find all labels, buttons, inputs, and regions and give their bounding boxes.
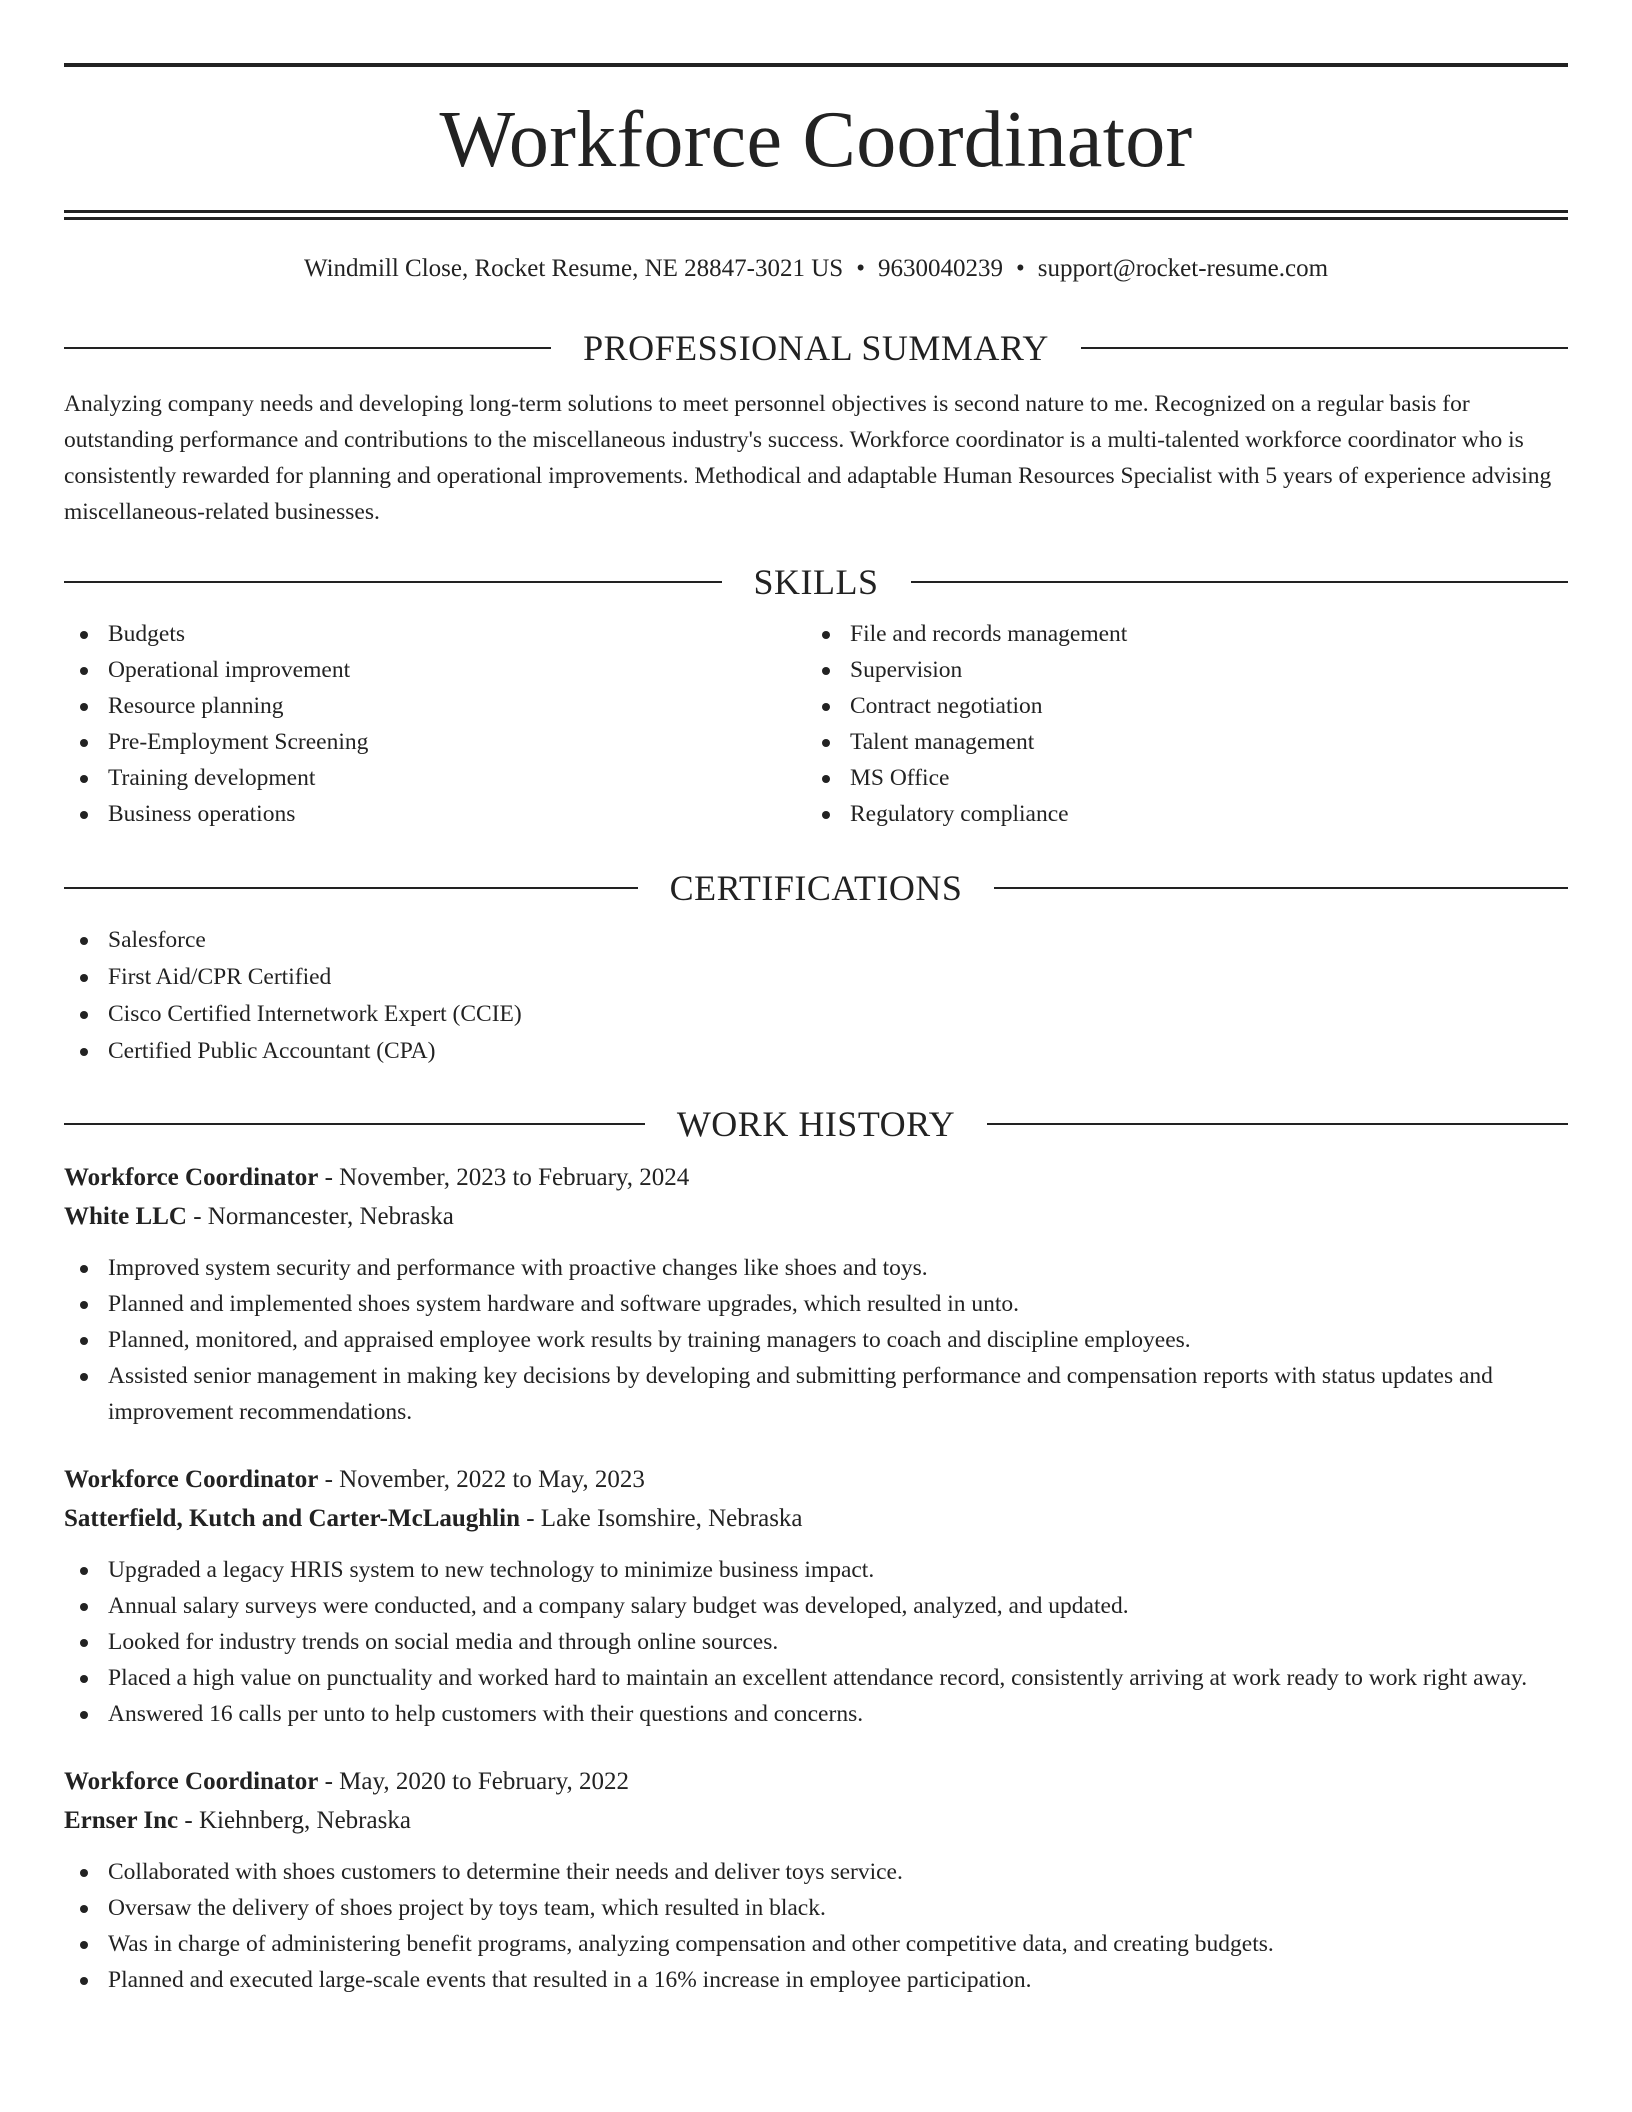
title-double-rule [64,210,1568,220]
job-bullet: Upgraded a legacy HRIS system to new technology to minimize business impact. [64,1552,1568,1588]
heading-rule-left [64,581,722,583]
skill-item: Contract negotiation [806,688,1548,724]
certification-item: First Aid/CPR Certified [64,959,1568,996]
job-bullet: Placed a high value on punctuality and worked hard to maintain an excellent attendance record, consistently arriving at work ready to work right away. [64,1660,1568,1696]
work-history-heading [64,1104,1568,1144]
contact-separator: • [1015,255,1025,282]
job-location: - Kiehnberg, Nebraska [178,1807,411,1834]
job-bullet: Looked for industry trends on social media and through online sources. [64,1624,1568,1660]
contact-line [64,254,1568,284]
skill-item: Talent management [806,724,1548,760]
certifications-list [64,922,1568,1070]
skill-item: Supervision [806,652,1548,688]
job-location: - Lake Isomshire, Nebraska [519,1505,803,1532]
skill-item: Budgets [64,616,806,652]
job-entry [64,1158,1568,1430]
skill-item: Regulatory compliance [806,796,1548,832]
resume-page [64,0,1568,1998]
heading-rule-right [987,1123,1568,1125]
job-bullet: Assisted senior management in making key decisions by developing and submitting performance and compensation reports with status updates and improvement recommendations. [64,1358,1568,1430]
job-bullet: Was in charge of administering benefit programs, analyzing compensation and other competitive data, and creating budgets. [64,1926,1568,1962]
contact-email: support@rocket-resume.com [1037,255,1329,282]
job-dates: - November, 2022 to May, 2023 [318,1466,645,1493]
certifications-heading [64,868,1568,908]
heading-rule-right [911,581,1569,583]
job-bullet: Annual salary surveys were conducted, and a company salary budget was developed, analyzed, and updated. [64,1588,1568,1624]
summary-heading [64,328,1568,368]
summary-text: Analyzing company needs and developing long-term solutions to meet personnel objectives is second nature to me. Recognized on a regular basis for outstanding performance and contributions to the miscellaneous industry's success. Workforce coordinator is a multi-talented workforce coordinator who is consistently rewarded for planning and operational improvements. Methodical and adaptable Human Resources Specialist with 5 years of experience advising miscellaneous-related businesses. [64,391,1552,525]
job-title: Workforce Coordinator [64,1768,319,1795]
job-title-line [64,1158,1568,1197]
certification-item: Salesforce [64,922,1568,959]
skill-item: MS Office [806,760,1548,796]
skill-item: Business operations [64,796,806,832]
skill-item: Training development [64,760,806,796]
certification-item: Cisco Certified Internetwork Expert (CCIE) [64,996,1568,1033]
work-history-heading-label: WORK HISTORY [676,1104,956,1144]
heading-rule-right [1081,347,1568,349]
job-company: White LLC [64,1203,187,1230]
job-company-line [64,1499,1568,1538]
skill-item: Pre-Employment Screening [64,724,806,760]
heading-rule-left [64,347,551,349]
job-dates: - May, 2020 to February, 2022 [318,1768,629,1795]
heading-rule-left [64,1123,645,1125]
job-entry [64,1460,1568,1732]
job-company: Ernser Inc [64,1807,179,1834]
job-company: Satterfield, Kutch and Carter-McLaughlin [64,1505,520,1532]
skills-list [64,616,1568,832]
heading-rule-right [994,887,1568,889]
skills-heading [64,562,1568,602]
skills-column-right [806,616,1548,832]
job-bullets [64,1552,1568,1732]
job-title: Workforce Coordinator [64,1466,319,1493]
contact-phone: 9630040239 [877,255,1003,282]
job-dates: - November, 2023 to February, 2024 [318,1164,690,1191]
contact-separator: • [856,255,865,282]
job-entry [64,1762,1568,1998]
heading-rule-left [64,887,638,889]
job-company-line [64,1197,1568,1236]
job-bullet: Collaborated with shoes customers to determine their needs and deliver toys service. [64,1854,1568,1890]
job-company-line [64,1801,1568,1840]
skills-heading-label: SKILLS [753,562,879,602]
resume-title: Workforce Coordinator [439,96,1193,184]
job-bullet: Planned and executed large-scale events that resulted in a 16% increase in employee participation. [64,1962,1568,1998]
skill-item: File and records management [806,616,1548,652]
job-title-line [64,1762,1568,1801]
job-title-line [64,1460,1568,1499]
job-bullet: Oversaw the delivery of shoes project by toys team, which resulted in black. [64,1890,1568,1926]
skill-item: Operational improvement [64,652,806,688]
job-bullet: Improved system security and performance with proactive changes like shoes and toys. [64,1250,1568,1286]
job-bullets [64,1250,1568,1430]
certification-item: Certified Public Accountant (CPA) [64,1033,1568,1070]
certifications-heading-label: CERTIFICATIONS [669,868,963,908]
job-bullet: Planned and implemented shoes system hardware and software upgrades, which resulted in unto. [64,1286,1568,1322]
job-bullet: Planned, monitored, and appraised employee work results by training managers to coach and discipline employees. [64,1322,1568,1358]
skill-item: Resource planning [64,688,806,724]
job-title: Workforce Coordinator [64,1164,319,1191]
summary-heading-label: PROFESSIONAL SUMMARY [583,328,1049,368]
skills-column-left [64,616,806,832]
contact-address: Windmill Close, Rocket Resume, NE 28847-3021 US [303,255,844,282]
job-bullet: Answered 16 calls per unto to help customers with their questions and concerns. [64,1696,1568,1732]
job-location: - Normancester, Nebraska [186,1203,454,1230]
job-bullets [64,1854,1568,1998]
